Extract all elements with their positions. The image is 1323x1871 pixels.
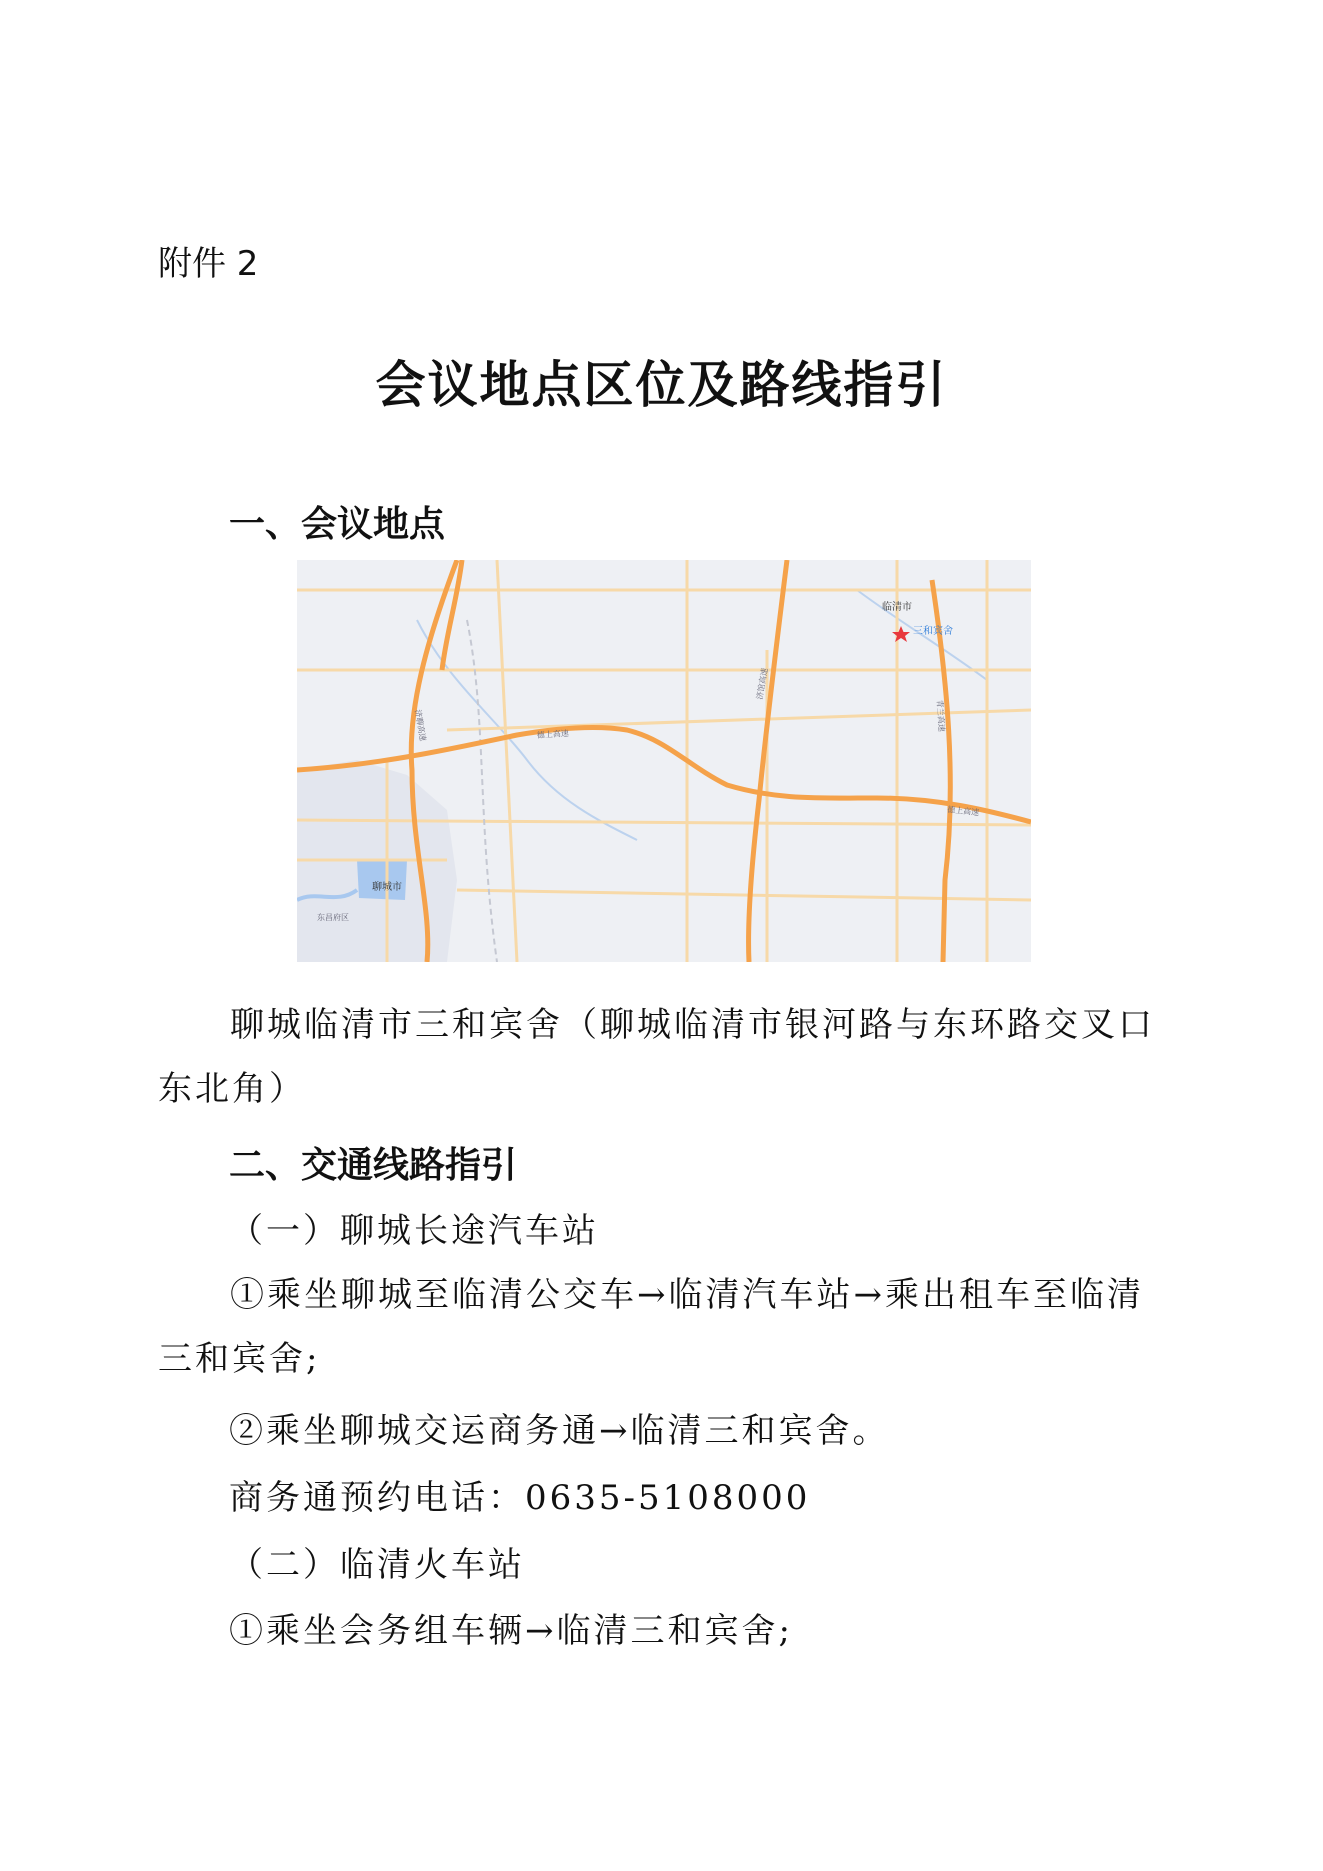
lake-shape [357, 860, 407, 900]
map-label: 济聊高速 [413, 708, 428, 742]
city-label: 聊城市 [372, 882, 402, 893]
section-heading-location: 一、会议地点 [229, 504, 446, 545]
poi-label: 三和宾舍 [913, 626, 953, 637]
map-label: 济馆高速 [755, 667, 770, 701]
route-step: ①乘坐聊城至临清公交车→临清汽车站→乘出租车至临清三和宾舍; [158, 1275, 1144, 1379]
map-label: 青兰高速 [935, 699, 947, 733]
page-title: 会议地点区位及路线指引 [375, 355, 948, 414]
map-label: 德上高速 [536, 728, 570, 740]
city-label: 临清市 [882, 602, 912, 613]
route-step: ②乘坐聊城交运商务通→临清三和宾舍。 [229, 1411, 890, 1451]
location-map[interactable] [297, 560, 1031, 962]
map-label: 德上高速 [946, 805, 980, 818]
attachment-label: 附件 2 [158, 244, 259, 284]
route-step: ①乘坐会务组车辆→临清三和宾舍; [229, 1611, 793, 1651]
route-heading-train-station: （二）临清火车站 [229, 1545, 525, 1585]
address-paragraph: 聊城临清市三和宾舍（聊城临清市银河路与东环路交叉口东北角） [158, 1005, 1155, 1109]
route-heading-bus-station: （一）聊城长途汽车站 [229, 1211, 599, 1251]
map-label: 东昌府区 [317, 913, 349, 922]
section-heading-transport: 二、交通线路指引 [229, 1145, 518, 1186]
booking-phone: 商务通预约电话：0635-5108000 [229, 1478, 811, 1518]
